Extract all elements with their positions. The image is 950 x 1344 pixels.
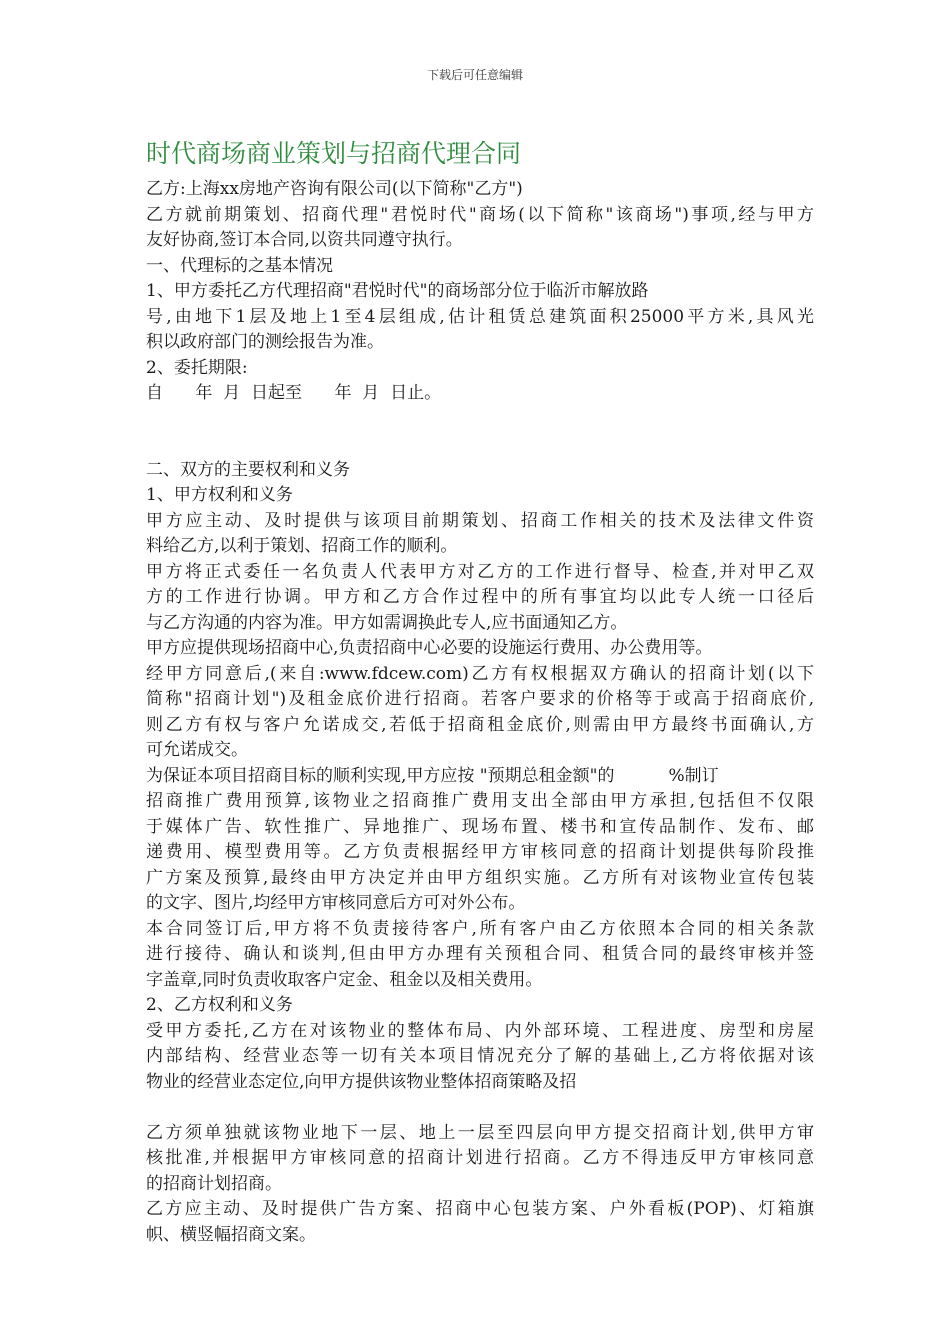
body-line: 自 年 月 日起至 年 月 日止。 (146, 383, 442, 403)
body-line: 核批准,并根据甲方审核同意的招商计划进行招商。乙方不得违反甲方审核同意 (146, 1148, 814, 1168)
blank-line (146, 432, 814, 458)
body-line: 字盖章,同时负责收取客户定金、租金以及相关费用。 (146, 969, 543, 990)
body-line: 简称"招商计划")及租金底价进行招商。若客户要求的价格等于或高于招商底价, (146, 689, 814, 709)
body-line: 乙方就前期策划、招商代理"君悦时代"商场(以下简称"该商场")事项,经与甲方 (146, 204, 814, 225)
body-line: 递费用、模型费用等。乙方负责根据经甲方审核同意的招商计划提供每阶段推 (146, 842, 814, 862)
body-line: 进行接待、确认和谈判,但由甲方办理有关预租合同、租赁合同的最终审核并签 (146, 944, 814, 964)
contract-body (146, 177, 814, 1248)
body-line: 的招商计划招商。 (146, 1173, 282, 1194)
body-line: 2、委托期限: (146, 357, 248, 378)
body-line: 经甲方同意后,(来自:www.fdcew.com)乙方有权根据双方确认的招商计划(以下 (146, 663, 814, 684)
body-line: 1、甲方委托乙方代理招商"君悦时代"的商场部分位于临沂市解放路 (146, 281, 649, 301)
body-line: 号,由地下1层及地上1至4层组成,估计租赁总建筑面积25000平方米,具风光 (146, 306, 814, 327)
body-line: 乙方须单独就该物业地下一层、地上一层至四层向甲方提交招商计划,供甲方审 (146, 1122, 814, 1143)
body-line: 甲方将正式委任一名负责人代表甲方对乙方的工作进行督导、检查,并对甲乙双 (146, 561, 814, 582)
body-line: 帜、横竖幅招商文案。 (146, 1224, 316, 1245)
blank-line (146, 407, 814, 433)
body-line: 本合同签订后,甲方将不负责接待客户,所有客户由乙方依照本合同的相关条款 (146, 918, 814, 939)
body-line: 可允诺成交。 (146, 740, 248, 760)
body-line: 则乙方有权与客户允诺成交,若低于招商租金底价,则需由甲方最终书面确认,方 (146, 714, 814, 735)
body-line: 甲方应主动、及时提供与该项目前期策划、招商工作相关的技术及法律文件资 (146, 510, 814, 531)
body-line: 甲方应提供现场招商中心,负责招商中心必要的设施运行费用、办公费用等。 (146, 638, 713, 658)
body-line: 的文字、图片,均经甲方审核同意后方可对外公布。 (146, 893, 526, 913)
body-line: 受甲方委托,乙方在对该物业的整体布局、内外部环境、工程进度、房型和房屋 (146, 1020, 814, 1041)
body-line: 乙方应主动、及时提供广告方案、招商中心包装方案、户外看板(POP)、灯箱旗 (146, 1199, 814, 1219)
body-line: 物业的经营业态定位,向甲方提供该物业整体招商策略及招 (146, 1071, 577, 1092)
body-line: 招商推广费用预算,该物业之招商推广费用支出全部由甲方承担,包括但不仅限 (146, 791, 814, 811)
body-line: 积以政府部门的测绘报告为准。 (146, 332, 384, 352)
body-line: 与乙方沟通的内容为准。甲方如需调换此专人,应书面通知乙方。 (146, 612, 628, 633)
body-line: 为保证本项目招商目标的顺利实现,甲方应按 "预期总租金额"的 %制订 (146, 765, 719, 786)
body-line: 料给乙方,以利于策划、招商工作的顺利。 (146, 536, 458, 556)
body-line: 于媒体广告、软性推广、异地推广、现场布置、楼书和宣传品制作、发布、邮 (146, 816, 814, 837)
body-line: 二、双方的主要权利和义务 (146, 459, 350, 480)
body-line: 2、乙方权利和义务 (146, 995, 293, 1015)
body-line: 乙方:上海xx房地产咨询有限公司(以下简称"乙方") (146, 179, 523, 199)
body-line: 1、甲方权利和义务 (146, 485, 293, 505)
document-title: 时代商场商业策划与招商代理合同 (146, 139, 522, 168)
body-line: 内部结构、经营业态等一切有关本项目情况充分了解的基础上,乙方将依据对该 (146, 1046, 814, 1066)
blank-line (146, 1095, 814, 1121)
body-line: 一、代理标的之基本情况 (146, 255, 333, 276)
header-note: 下载后可任意编辑 (426, 68, 523, 82)
body-line: 方的工作进行协调。甲方和乙方合作过程中的所有事宜均以此专人统一口径后 (146, 587, 814, 607)
body-line: 友好协商,签订本合同,以资共同遵守执行。 (146, 230, 463, 250)
body-line: 广方案及预算,最终由甲方决定并由甲方组织实施。乙方所有对该物业宣传包装 (146, 867, 814, 888)
